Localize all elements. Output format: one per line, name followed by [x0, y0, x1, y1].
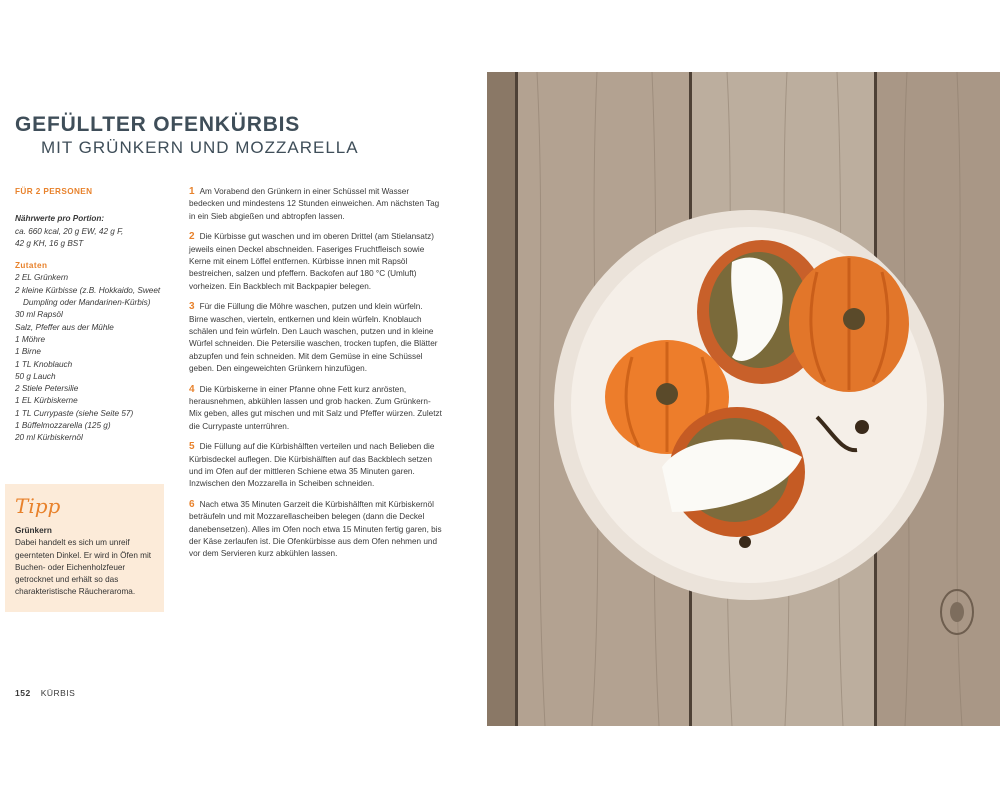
step — [189, 441, 442, 490]
ingredient-item: 2 kleine Kürbisse (z.B. Hokkaido, Sweet — [15, 285, 161, 295]
ingredient-item: 50 g Lauch — [15, 371, 56, 381]
ingredient-item: 1 TL Knoblauch — [15, 359, 73, 369]
recipe-title: GEFÜLLTER OFENKÜRBIS — [15, 113, 301, 136]
ingredient-item: Salz, Pfeffer aus der Mühle — [15, 322, 114, 332]
ingredient-item: 20 ml Kürbiskernöl — [15, 433, 83, 443]
tip-box — [5, 484, 164, 612]
nutrition-label: Nährwerte pro Portion: — [15, 214, 105, 224]
step-text: Die Kürbisse gut waschen und im oberen Drittel (am Stielansatz) jeweils einen Deckel abschneiden. Faseriges Fruchtfleisch sowie Kerne mit einem Löffel entfernen. Kürbisse innen mit Rapsöl bestreichen, salzen und pfeffern. Backofen auf 180 °C (Umluft) vorheizen. Ein Backblech mit Backpapier belegen. — [189, 232, 434, 291]
page-number: 152 — [15, 688, 31, 698]
step-text: Nach etwa 35 Minuten Garzeit die Kürbishälften mit Kürbiskernöl beträufeln und mit Mozzarellascheiben belegen (dann die Deckel danebensetzen). Alles im Ofen noch etwa 15 Minuten fertig garen, bis der Käse zerlaufen ist. Die Ofenkürbisse aus dem Ofen nehmen und vor dem Servieren kurz abkühlen lassen. — [189, 500, 442, 559]
pumpkin-plate-image — [487, 72, 1000, 726]
ingredient-item: 1 TL Currypaste (siehe Seite 57) — [15, 408, 134, 418]
step-number: 2 — [189, 231, 195, 243]
nutrition-line: 42 g KH, 16 g BST — [15, 238, 84, 248]
step-text: Für die Füllung die Möhre waschen, putzen und klein würfeln. Birne waschen, vierteln, entkernen und klein würfeln. Knoblauch schälen und fein würfeln. Den Lauch waschen, putzen und in kleine Würfel schneiden. Die Petersilie waschen, trocken tupfen, die Blätter abzupfen und fein schneiden. Mit dem Gemüse in eine Schüssel geben. Den eingeweichten Grünkern hinzufügen. — [189, 302, 438, 373]
tip-text: Dabei handelt es sich um unreif geernteten Dinkel. Er wird in Öfen mit Buchen- oder Eichenholzfeuer getrocknet und erhält so das charakteristische Räucheraroma. — [15, 538, 152, 597]
step-number: 4 — [189, 383, 195, 395]
tip-body — [15, 525, 160, 599]
recipe-subtitle: MIT GRÜNKERN UND MOZZARELLA — [41, 138, 359, 157]
step-text: Die Kürbiskerne in einer Pfanne ohne Fett kurz anrösten, herausnehmen, abkühlen lassen und grob hacken. Zum Grünkern-Mix geben, alles gut mischen und mit Salz und Pfeffer würzen. Zuletzt die Currypaste unterrühren. — [189, 384, 442, 431]
ingredient-item: 1 EL Kürbiskerne — [15, 396, 78, 406]
instructions — [189, 186, 442, 569]
servings: FÜR 2 PERSONEN — [15, 187, 93, 196]
step — [189, 499, 442, 560]
ingredient-item: 1 Büffelmozzarella (125 g) — [15, 421, 111, 431]
step — [189, 186, 442, 223]
step — [189, 384, 442, 433]
step-number: 3 — [189, 301, 195, 313]
ingredient-item: 2 EL Grünkern — [15, 273, 69, 283]
nutrition-line: ca. 660 kcal, 20 g EW, 42 g F, — [15, 226, 124, 236]
ingredient-item: Dumpling oder Mandarinen-Kürbis) — [23, 298, 151, 308]
step-number: 1 — [189, 186, 195, 197]
ingredient-item: 1 Möhre — [15, 334, 46, 344]
step-number: 6 — [189, 499, 195, 511]
ingredients-label: Zutaten — [15, 261, 48, 271]
ingredient-item: 30 ml Rapsöl — [15, 310, 63, 320]
ingredient-item: 1 Birne — [15, 347, 41, 357]
recipe-photo — [487, 72, 1000, 726]
step — [189, 301, 442, 375]
ingredient-item: 2 Stiele Petersilie — [15, 384, 79, 394]
section-name: KÜRBIS — [40, 688, 76, 698]
step — [189, 231, 442, 292]
step-number: 5 — [189, 441, 195, 453]
step-text: Am Vorabend den Grünkern in einer Schüssel mit Wasser bedecken und mindestens 12 Stunden einweichen. Am nächsten Tag in ein Sieb abgießen und abtropfen lassen. — [189, 187, 440, 221]
tip-title: Tipp — [15, 494, 61, 518]
page-footer — [15, 688, 75, 698]
tip-heading: Grünkern — [15, 526, 52, 535]
ingredients-column — [15, 186, 175, 445]
step-text: Die Füllung auf die Kürbishälften verteilen und nach Belieben die Kürbisdeckel auflegen. Die Kürbishälften auf das Backblech setzen und im Ofen auf der mittleren Schiene etwa 35 Minuten garen. Inzwischen den Mozzarella in Scheiben schneiden. — [189, 442, 435, 489]
